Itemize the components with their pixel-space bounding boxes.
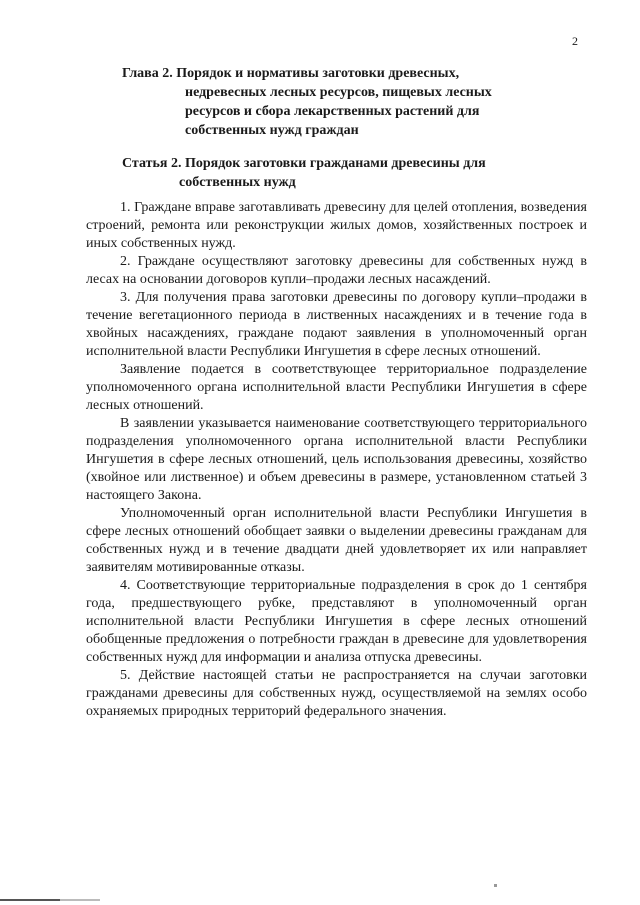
article-heading-line: Статья 2. Порядок заготовки гражданами древесины для: [122, 156, 486, 171]
scan-artifact: [494, 884, 497, 887]
paragraph-application-submission: Заявление подается в соответствующее территориальное подразделение уполномоченного органа исполнительной власти Республики Ингушетия в сфере лесных отношений.: [86, 362, 587, 413]
article-body: [86, 199, 587, 721]
paragraph-authority-review: Уполномоченный орган исполнительной власти Республики Ингушетия в сфере лесных отношений обобщает заявки о выделении древесины гражданам для собственных нужд и в течение двадцати дней удовлетворяет их или направляет заявителям мотивированные отказы.: [86, 506, 587, 575]
chapter-heading-line: недревесных лесных ресурсов, пищевых лесных: [185, 85, 492, 100]
paragraph-5: 5. Действие настоящей статьи не распространяется на случаи заготовки гражданами древесины для собственных нужд, осуществляемой на землях особо охраняемых природных территорий федерального значения.: [86, 668, 587, 719]
paragraph-2: 2. Граждане осуществляют заготовку древесины для собственных нужд в лесах на основании договоров купли–продажи лесных насаждений.: [86, 254, 587, 287]
scan-edge-line: [0, 899, 300, 901]
paragraph-application-content: В заявлении указывается наименование соответствующего территориального подразделения уполномоченного органа исполнительной власти Республики Ингушетия в сфере лесных отношений, цель использования древесины, хозяйство (хвойное или лиственное) и объем древесины в размере, установленном статьей 3 настоящего Закона.: [86, 416, 587, 503]
paragraph-4: 4. Соответствующие территориальные подразделения в срок до 1 сентября года, предшествующего рубке, представляют в уполномоченный орган исполнительной власти Республики Ингушетия в сфере лесных отношений обобщенные предложения о потребности граждан в древесине для удовлетворения собственных нужд для информации и анализа отпуска древесины.: [86, 578, 587, 665]
page-number: 2: [572, 34, 578, 48]
chapter-heading-line: Глава 2. Порядок и нормативы заготовки древесных,: [122, 66, 460, 81]
article-heading: [122, 154, 486, 192]
paragraph-1: 1. Граждане вправе заготавливать древесину для целей отопления, возведения строений, ремонта или реконструкции жилых домов, хозяйственных построек и иных собственных нужд.: [86, 200, 587, 251]
paragraph-3: 3. Для получения права заготовки древесины по договору купли–продажи в течение вегетационного периода в лиственных насаждениях и в течение года в хвойных насаждениях, граждане подают заявления в уполномоченный орган исполнительной власти Республики Ингушетия в сфере лесных отношений.: [86, 290, 587, 359]
chapter-heading-line: собственных нужд граждан: [185, 123, 359, 138]
chapter-heading-line: ресурсов и сбора лекарственных растений для: [185, 104, 480, 119]
chapter-heading: [122, 64, 492, 140]
article-heading-line: собственных нужд: [179, 175, 296, 190]
